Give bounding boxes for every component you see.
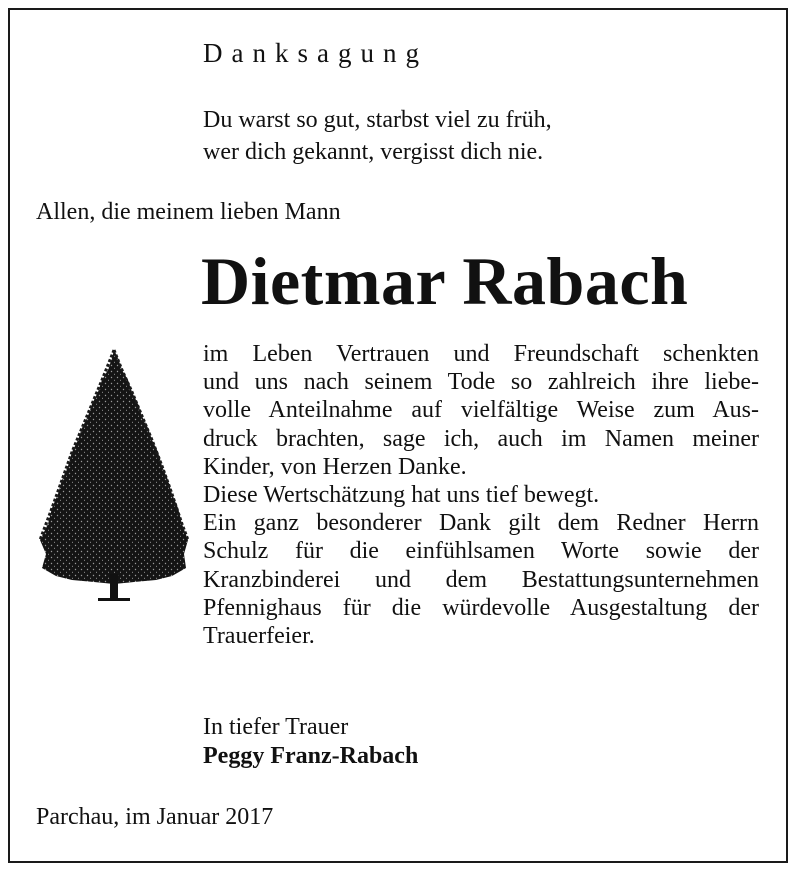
body-line: druck brachten, sage ich, auch im Namen meiner	[203, 425, 759, 452]
body-line: im Leben Vertrauen und Freundschaft schenkten	[203, 341, 759, 367]
body-line: Kranzbinderei und dem Bestattungsunternehmen	[203, 566, 759, 593]
heading-danksagung: Danksagung	[203, 38, 428, 68]
body-line: Trauerfeier.	[203, 623, 315, 650]
conifer-tree-icon	[38, 346, 190, 604]
body-line: und uns nach seinem Tode so zahlreich ihre liebe-	[203, 369, 759, 396]
tree-crown	[40, 350, 188, 584]
body-line: Ein ganz besonderer Dank gilt dem Redner Herrn	[203, 510, 759, 537]
deceased-name: Dietmar Rabach	[201, 243, 689, 319]
obituary-notice	[8, 8, 788, 863]
tree-trunk	[110, 574, 118, 600]
verse-line-1: Du warst so gut, starbst viel zu früh,	[203, 107, 552, 133]
body-line: Schulz für die einfühlsamen Worte sowie der	[203, 538, 759, 565]
thanks-body	[203, 340, 759, 650]
body-line: volle Anteilnahme auf vielfältige Weise zum Aus-	[203, 397, 759, 424]
body-line: Kinder, von Herzen Danke.	[203, 453, 467, 480]
intro-line: Allen, die meinem lieben Mann	[36, 199, 341, 225]
memorial-verse	[203, 104, 552, 168]
place-date: Parchau, im Januar 2017	[36, 804, 274, 830]
body-line: Pfennighaus für die würdevolle Ausgestaltung der	[203, 594, 759, 621]
verse-line-2: wer dich gekannt, vergisst dich nie.	[203, 139, 544, 165]
closing-phrase: In tiefer Trauer	[203, 714, 349, 740]
body-line: Diese Wertschätzung hat uns tief bewegt.	[203, 482, 600, 509]
signer-name: Peggy Franz-Rabach	[203, 743, 419, 769]
